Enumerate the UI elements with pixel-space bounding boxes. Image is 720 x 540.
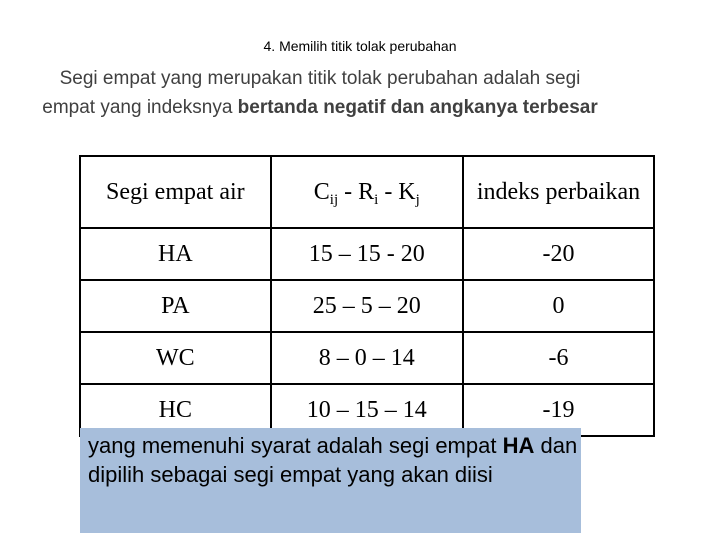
cell-name: HC (80, 384, 271, 436)
intro-paragraph (40, 64, 600, 122)
header-cell-segi-empat: Segi empat air (80, 156, 271, 228)
cell-calc: 10 – 15 – 14 (271, 384, 463, 436)
cell-name: WC (80, 332, 271, 384)
cell-index: -20 (463, 228, 654, 280)
note-bold-text: HA (502, 433, 535, 458)
table-row (80, 280, 654, 332)
table-row (80, 228, 654, 280)
table-row (80, 332, 654, 384)
table-header-row (80, 156, 654, 228)
header-cell-indeks: indeks perbaikan (463, 156, 654, 228)
cell-name: PA (80, 280, 271, 332)
improvement-index-table (79, 155, 655, 437)
note-text: yang memenuhi syarat adalah segi empat (88, 433, 503, 458)
cell-calc: 25 – 5 – 20 (271, 280, 463, 332)
conclusion-note (80, 428, 581, 533)
cell-index: -6 (463, 332, 654, 384)
intro-bold-text: bertanda negatif dan angkanya terbesar (237, 97, 598, 118)
cell-name: HA (80, 228, 271, 280)
cell-calc: 8 – 0 – 14 (271, 332, 463, 384)
header-cell-formula: $C_{ij} - R_i - K_j$ (271, 156, 463, 228)
cell-index: 0 (463, 280, 654, 332)
cell-calc: 15 – 15 - 20 (271, 228, 463, 280)
section-heading: 4. Memilih titik tolak perubahan (263, 38, 457, 54)
intro-text: Segi empat yang merupakan titik tolak perubahan adalah segi empat yang indeksnya (42, 68, 581, 118)
note-text-end: dan dipilih sebagai segi empat yang akan diisi (88, 433, 578, 487)
cell-index: -19 (463, 384, 654, 436)
